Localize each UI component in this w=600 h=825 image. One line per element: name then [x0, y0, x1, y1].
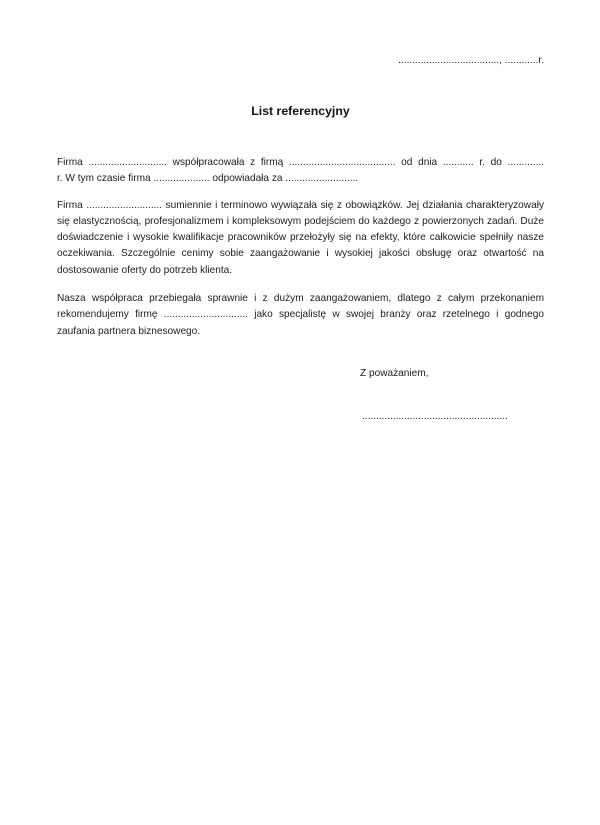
paragraph-line: Nasza współpraca przebiegała sprawnie i z dużym zaangażowaniem, dlatego z całym przekonaniem	[57, 293, 544, 305]
paragraph-line: doświadczenie i wysokie kwalifikacje pracowników przełożyły się na efekty, które całkowicie spełniły nasze	[57, 232, 544, 244]
place-date-line: ...................................., ............r.	[398, 55, 544, 66]
paragraph-line: dostosowanie oferty do potrzeb klienta.	[57, 264, 233, 276]
opening-paragraph	[57, 155, 544, 188]
paragraph-line: Firma ............................ współpracowała z firmą ...................................... od dnia ........... r. do .............	[57, 157, 544, 168]
closing-salutation: Z poważaniem,	[360, 367, 429, 379]
paragraph-line: rekomendujemy firmę .............................. jako specjalistę w swojej branży oraz rzetelnego i godnego	[57, 309, 544, 321]
recommendation-paragraph	[57, 291, 544, 340]
paragraph-line: zaufania partnera biznesowego.	[57, 325, 201, 337]
signature-dotted-line: ....................................................	[362, 411, 508, 423]
paragraph-line: Firma ........................... sumiennie i terminowo wywiązała się z obowiązków. Jej działania charakteryzowały	[57, 199, 544, 211]
paragraph-line: oczekiwania. Szczególnie cenimy sobie zaangażowanie i wysokiej jakości obsługę oraz otwartość na	[57, 248, 544, 260]
document-title: List referencyjny	[251, 104, 350, 118]
paragraph-line: r. W tym czasie firma .................... odpowiadała za ..........................	[57, 173, 359, 185]
paragraph-line: się elastycznością, profesjonalizmem i kompleksowym podejściem do każdego z powierzonych zadań. Duże	[57, 215, 544, 227]
body-paragraph	[57, 198, 544, 279]
